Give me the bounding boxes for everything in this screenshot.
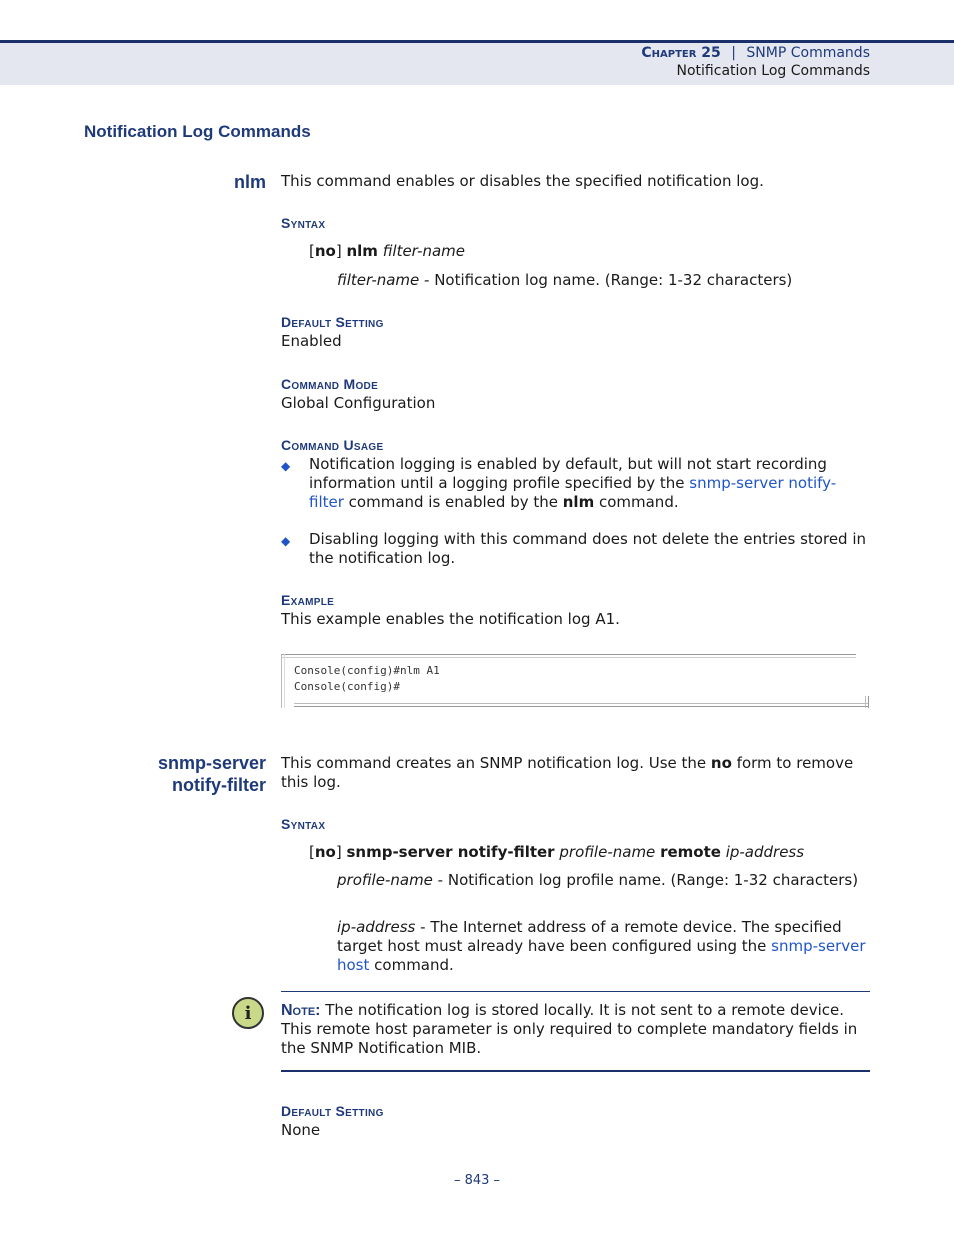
section-title: Notification Log Commands xyxy=(84,122,311,141)
code-line: Console(config)#nlm A1 xyxy=(294,664,440,677)
syntax-bracket: ] xyxy=(335,843,342,861)
link-snmp-server-host[interactable]: snmp-server host xyxy=(337,937,866,974)
code-example-box xyxy=(281,654,869,708)
bullet-diamond-icon: ◆ xyxy=(281,534,291,548)
nlm-syntax-heading: Syntax xyxy=(281,215,326,231)
syntax-command: nlm xyxy=(346,242,378,260)
bullet-diamond-icon: ◆ xyxy=(281,459,291,473)
code-left-rule xyxy=(281,654,285,708)
nlm-default-value: Enabled xyxy=(281,332,342,350)
nlm-mode-heading: Command Mode xyxy=(281,376,379,392)
nlm-usage-bullet-2: Disabling logging with this command does not delete the entries stored in the notification log. xyxy=(309,530,867,567)
nlm-example-text: This example enables the notification log A1. xyxy=(281,610,620,628)
code-right-rule xyxy=(865,696,869,708)
command-name-line: notify-filter xyxy=(172,775,266,795)
link-snmp-server-notify-filter[interactable]: snmp-server notify-filter xyxy=(309,474,837,511)
syntax-argument: ip-address xyxy=(725,843,805,861)
nlm-usage-heading: Command Usage xyxy=(281,437,384,453)
bullet-text: command is enabled by the xyxy=(343,493,563,511)
syntax-keyword: remote xyxy=(660,843,721,861)
note-body: The notification log is stored locally. It is not sent to a remote device. This remote host parameter is only required to complete mandatory fields in the SNMP Notification MIB. xyxy=(281,1001,858,1057)
command-name-snmp-server-notify-filter xyxy=(158,752,266,796)
note-label: Note: xyxy=(281,1002,321,1019)
bullet-text: command. xyxy=(594,493,679,511)
param-name: filter-name xyxy=(337,271,420,289)
chapter-title: SNMP Commands xyxy=(746,45,870,61)
code-bottom-rule xyxy=(294,703,869,707)
snmp-description xyxy=(281,754,871,792)
syntax-bracket: [ xyxy=(309,242,315,260)
desc-bold: no xyxy=(710,754,732,772)
note-bottom-rule xyxy=(281,1070,870,1072)
nlm-syntax xyxy=(309,242,465,260)
syntax-command: snmp-server notify-filter xyxy=(346,843,555,861)
snmp-syntax-heading: Syntax xyxy=(281,816,326,832)
running-header-chapter xyxy=(641,45,870,61)
syntax-argument: profile-name xyxy=(559,843,656,861)
nlm-mode-value: Global Configuration xyxy=(281,394,436,412)
snmp-param-profile-name xyxy=(337,871,867,890)
param-desc: - The Internet address of a remote device. The specified target host must already have been configured using the xyxy=(337,918,842,955)
snmp-default-heading: Default Setting xyxy=(281,1103,384,1119)
command-name-line: snmp-server xyxy=(157,753,266,773)
nlm-default-heading: Default Setting xyxy=(281,314,384,330)
header-separator: | xyxy=(731,45,736,61)
chapter-label: Chapter 25 xyxy=(641,45,721,61)
nlm-usage-bullet-1 xyxy=(309,455,871,512)
desc-text: form to remove this log. xyxy=(281,754,854,791)
snmp-param-ip-address xyxy=(337,918,871,975)
running-header-section: Notification Log Commands xyxy=(676,63,870,79)
bullet-text: Notification logging is enabled by default, but will not start recording information until a logging profile specified by the xyxy=(309,455,827,492)
syntax-argument: filter-name xyxy=(382,242,465,260)
code-line: Console(config)# xyxy=(294,680,400,693)
info-icon: i xyxy=(232,997,264,1029)
param-name: ip-address xyxy=(337,918,416,936)
syntax-no: no xyxy=(314,843,336,861)
syntax-no: no xyxy=(314,242,336,260)
syntax-bracket: ] xyxy=(335,242,342,260)
code-top-rule xyxy=(281,654,856,658)
snmp-default-value: None xyxy=(281,1121,321,1139)
nlm-example-heading: Example xyxy=(281,592,335,608)
command-name-nlm: nlm xyxy=(233,172,266,192)
param-desc: - Notification log profile name. (Range: 1-32 characters) xyxy=(432,871,859,889)
desc-text: This command creates an SNMP notification log. Use the xyxy=(281,754,711,772)
page-number: – 843 – xyxy=(453,1173,501,1188)
param-desc: - Notification log name. (Range: 1-32 characters) xyxy=(419,271,793,289)
param-name: profile-name xyxy=(337,871,433,889)
param-desc: command. xyxy=(369,956,454,974)
nlm-param-filter-name xyxy=(337,271,792,289)
bullet-bold: nlm xyxy=(562,493,595,511)
syntax-bracket: [ xyxy=(309,843,315,861)
note-text xyxy=(281,1001,861,1058)
nlm-description: This command enables or disables the specified notification log. xyxy=(281,172,764,190)
note-top-rule xyxy=(281,991,870,992)
snmp-syntax xyxy=(309,843,804,861)
